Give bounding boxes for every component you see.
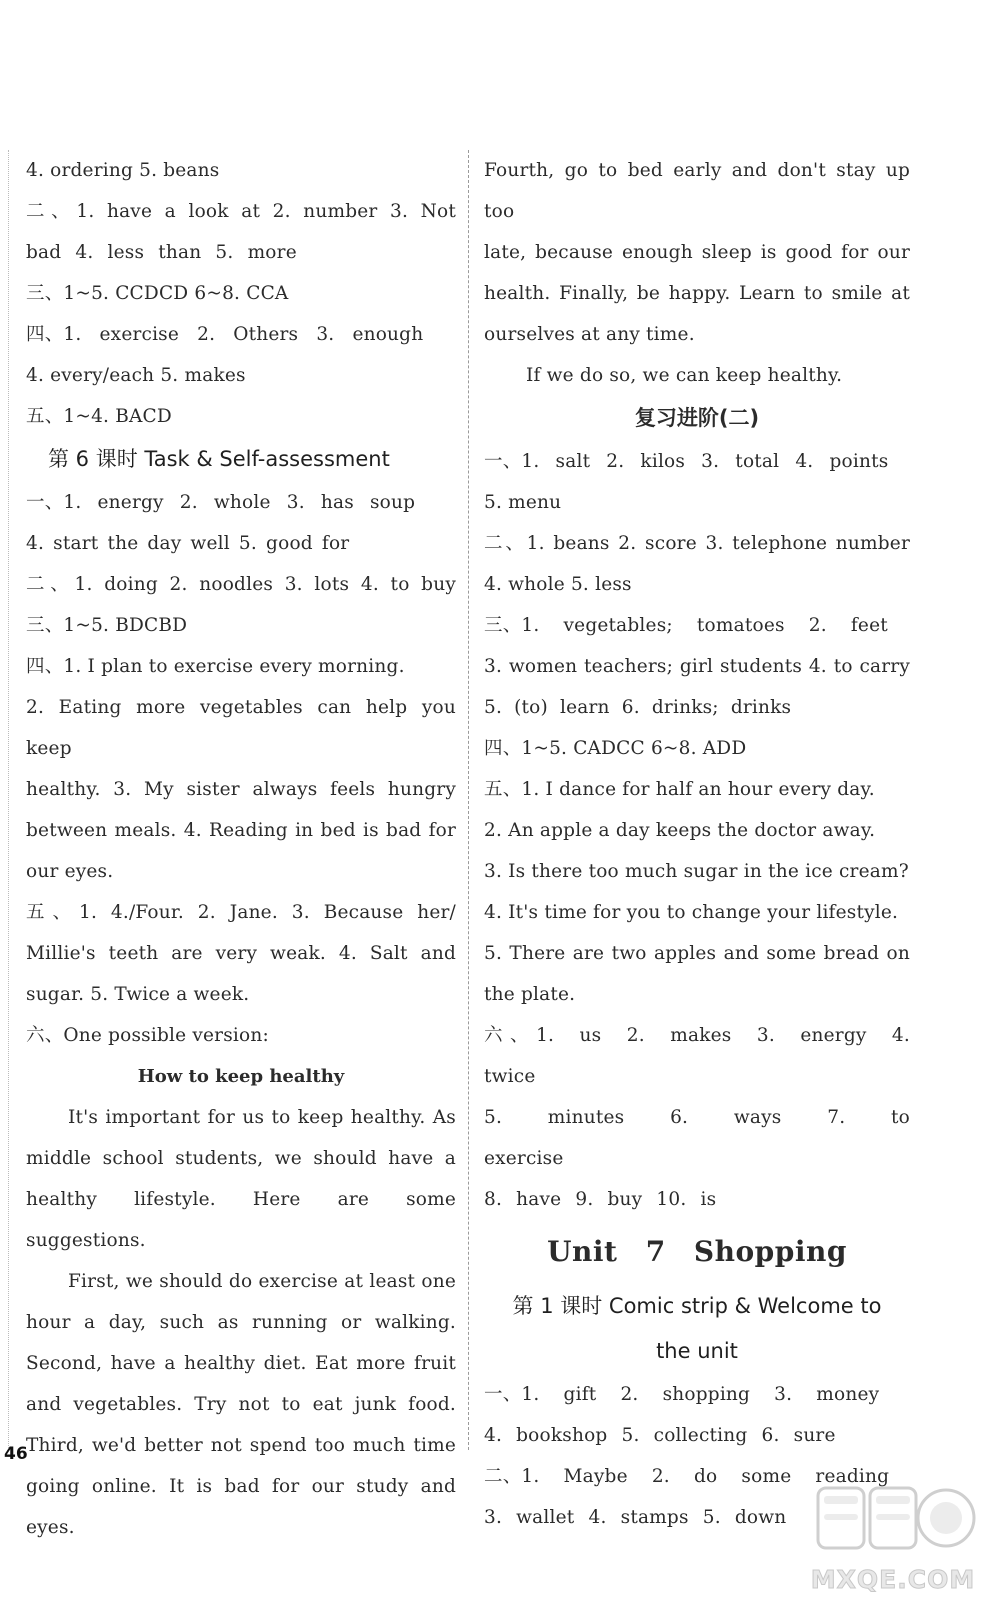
lesson-1-heading: 第 1 课时 Comic strip & Welcome to	[512, 1294, 882, 1318]
essay-line: It's important for us to keep healthy. As	[68, 1107, 456, 1128]
answer-line: 3. women teachers; girl students 4. to carry	[484, 656, 910, 677]
lesson-1-heading-cont: the unit	[656, 1339, 738, 1363]
answer-line: between meals. 4. Reading in bed is bad for	[26, 820, 456, 841]
essay-line: ourselves at any time.	[484, 324, 695, 345]
left-margin-rule	[8, 150, 10, 1450]
answer-line: 五、1. 4./Four. 2. Jane. 3. Because her/	[26, 902, 456, 923]
watermark	[808, 1478, 978, 1594]
answer-line: 三、1~5. CCDCD 6~8. CCA	[26, 283, 289, 304]
answer-line: 5. There are two apples and some bread on	[484, 943, 910, 964]
answer-line: 5. minutes 6. ways 7. to exercise	[484, 1107, 910, 1169]
answer-line: 4. every/each 5. makes	[26, 365, 246, 386]
answer-line: 一、1. salt 2. kilos 3. total 4. points	[484, 451, 889, 472]
answer-line: 4. It's time for you to change your lifestyle.	[484, 902, 899, 923]
review-heading: 复习进阶(二)	[634, 406, 760, 430]
answer-line: 一、1. energy 2. whole 3. has soup	[26, 492, 416, 513]
answer-line: Millie's teeth are very weak. 4. Salt and	[26, 943, 456, 964]
essay-line: going online. It is bad for our study and eyes.	[26, 1476, 456, 1538]
essay-title: How to keep healthy	[137, 1066, 345, 1087]
answer-line: 4. ordering 5. beans	[26, 160, 220, 181]
essay-line: Fourth, go to bed early and don't stay up too	[484, 160, 910, 222]
answer-line: 4. whole 5. less	[484, 574, 632, 595]
page-number: 46	[4, 1444, 28, 1464]
answer-line: 一、1. gift 2. shopping 3. money	[484, 1384, 880, 1405]
answer-line: 四、1~5. CADCC 6~8. ADD	[484, 738, 747, 759]
essay-line: healthy lifestyle. Here are some suggestions.	[26, 1189, 456, 1251]
essay-line: First, we should do exercise at least one	[68, 1271, 456, 1292]
answer-line: 五、1. I dance for half an hour every day.	[484, 779, 875, 800]
answer-line: 三、1. vegetables; tomatoes 2. feet	[484, 615, 888, 636]
answer-line: 二、1. have a look at 2. number 3. Not	[26, 201, 456, 222]
lesson-6-heading: 第 6 课时 Task & Self-assessment	[48, 447, 390, 471]
answer-line: 六、1. us 2. makes 3. energy 4. twice	[484, 1025, 910, 1087]
column-divider	[468, 150, 470, 1450]
answer-line: 4. bookshop 5. collecting 6. sure	[484, 1425, 836, 1446]
answer-line: 3. Is there too much sugar in the ice cream?	[484, 861, 909, 882]
answer-line: 四、1. exercise 2. Others 3. enough	[26, 324, 424, 345]
essay-line: late, because enough sleep is good for our	[484, 242, 910, 263]
answer-line: 四、1. I plan to exercise every morning.	[26, 656, 405, 677]
answer-line: 二、1. Maybe 2. do some reading	[484, 1466, 890, 1487]
answer-line: 三、1~5. BDCBD	[26, 615, 188, 636]
answer-line: 五、1~4. BACD	[26, 406, 172, 427]
essay-line: and vegetables. Try not to eat junk food.	[26, 1394, 456, 1415]
answer-line: 六、One possible version:	[26, 1025, 269, 1046]
answer-line: 2. Eating more vegetables can help you keep	[26, 697, 456, 759]
essay-line: health. Finally, be happy. Learn to smile at	[484, 283, 910, 304]
answer-line: sugar. 5. Twice a week.	[26, 984, 250, 1005]
answer-line: bad 4. less than 5. more	[26, 242, 297, 263]
answer-line: the plate.	[484, 984, 576, 1005]
answer-line: our eyes.	[26, 861, 114, 882]
essay-line: hour a day, such as running or walking.	[26, 1312, 456, 1333]
right-column	[484, 150, 910, 1538]
answer-line: 5. (to) learn 6. drinks; drinks	[484, 697, 792, 718]
answer-line: 8. have 9. buy 10. is	[484, 1189, 717, 1210]
answer-line: 5. menu	[484, 492, 562, 513]
unit-heading: Unit 7 Shopping	[547, 1235, 847, 1268]
essay-line: Second, have a healthy diet. Eat more fruit	[26, 1353, 456, 1374]
essay-line: Third, we'd better not spend too much time	[26, 1435, 456, 1456]
watermark-text: MXQE.COM	[810, 1565, 976, 1594]
answer-line: 3. wallet 4. stamps 5. down	[484, 1507, 787, 1528]
answer-line: 2. An apple a day keeps the doctor away.	[484, 820, 876, 841]
left-column	[26, 150, 456, 1548]
essay-line: middle school students, we should have a	[26, 1148, 456, 1169]
answer-line: 二、1. beans 2. score 3. telephone number	[484, 533, 910, 554]
essay-line: If we do so, we can keep healthy.	[526, 365, 843, 386]
answer-line: healthy. 3. My sister always feels hungry	[26, 779, 456, 800]
answer-line: 4. start the day well 5. good for	[26, 533, 350, 554]
watermark-logo-icon	[808, 1478, 978, 1568]
answer-line: 二、1. doing 2. noodles 3. lots 4. to buy	[26, 574, 456, 595]
